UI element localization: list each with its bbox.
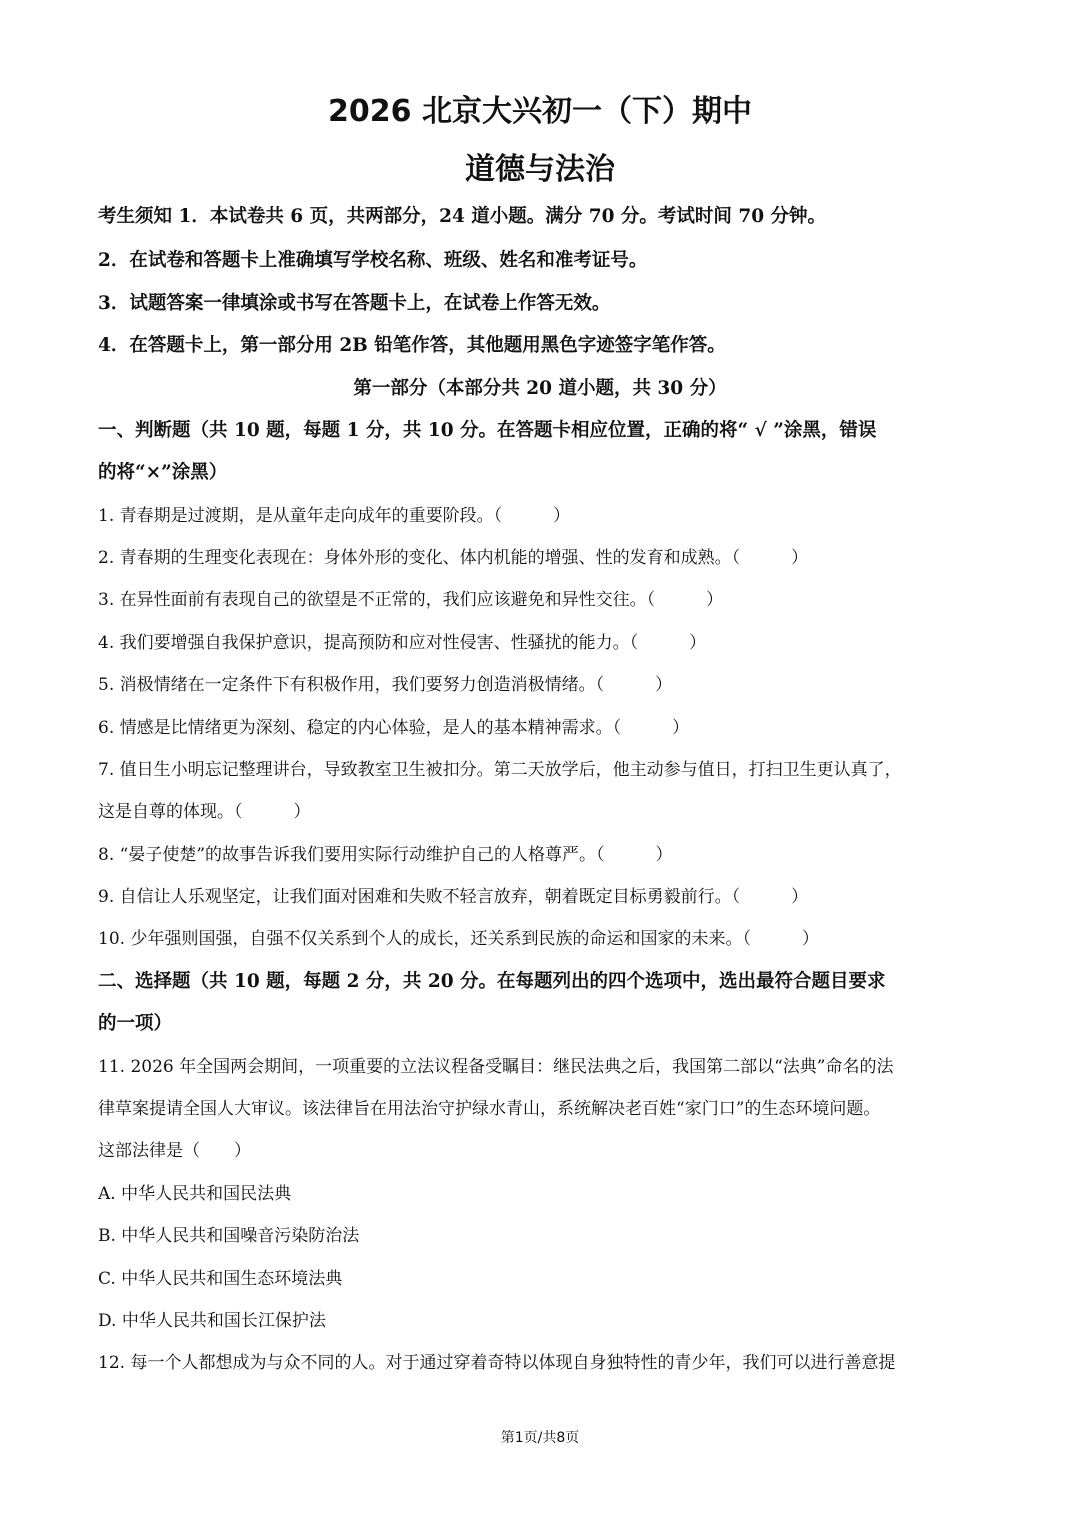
exam-title: 2026 北京大兴初一（下）期中 xyxy=(328,94,752,129)
question-line: 12. 每一个人都想成为与众不同的人。对于通过穿着奇特以体现自身独特性的青少年，我们可以进行善意提 xyxy=(98,1353,896,1373)
question-line: 这部法律是（ ） xyxy=(98,1141,251,1161)
question-line: 3. 在异性面前有表现自己的欲望是不正常的，我们应该避免和异性交往。（ ） xyxy=(98,590,724,610)
question-line: 7. 值日生小明忘记整理讲台，导致教室卫生被扣分。第二天放学后，他主动参与值日，打扫卫生更认真了， xyxy=(98,760,902,780)
section2-heading: 的一项） xyxy=(98,1013,173,1034)
section1-heading: 一、判断题（共 10 题，每题 1 分，共 10 分。在答题卡相应位置，正确的将“ √ ”涂黑，错误 xyxy=(98,420,877,441)
question-line: 4. 我们要增强自我保护意识，提高预防和应对性侵害、性骚扰的能力。（ ） xyxy=(98,633,707,653)
question-line: 5. 消极情绪在一定条件下有积极作用，我们要努力创造消极情绪。（ ） xyxy=(98,675,673,695)
option-line: C. 中华人民共和国生态环境法典 xyxy=(98,1269,343,1289)
option-line: A. 中华人民共和国民法典 xyxy=(98,1184,292,1204)
question-line: 9. 自信让人乐观坚定，让我们面对困难和失败不轻言放弃，朝着既定目标勇毅前行。（ ） xyxy=(98,887,809,907)
option-line: D. 中华人民共和国长江保护法 xyxy=(98,1311,326,1331)
question-line: 律草案提请全国人大审议。该法律旨在用法治守护绿水青山，系统解决老百姓“家门口”的生态环境问题。 xyxy=(98,1099,881,1119)
question-line: 2. 青春期的生理变化表现在：身体外形的变化、体内机能的增强、性的发育和成熟。（ ） xyxy=(98,548,809,568)
question-line: 6. 情感是比情绪更为深刻、稳定的内心体验，是人的基本精神需求。（ ） xyxy=(98,718,690,738)
question-line: 10. 少年强则国强，自强不仅关系到个人的成长，还关系到民族的命运和国家的未来。（ ） xyxy=(98,929,819,949)
section2-heading: 二、选择题（共 10 题，每题 2 分，共 20 分。在每题列出的四个选项中，选出最符合题目要求 xyxy=(98,971,886,992)
notice-line: 3．试题答案一律填涂或书写在答题卡上，在试卷上作答无效。 xyxy=(98,293,611,314)
question-line: 8. “晏子使楚”的故事告诉我们要用实际行动维护自己的人格尊严。（ ） xyxy=(98,845,673,865)
page-footer: 第1页/共8页 xyxy=(500,1430,580,1446)
notice-line: 2．在试卷和答题卡上准确填写学校名称、班级、姓名和准考证号。 xyxy=(98,250,648,271)
notice-line: 考生须知 1．本试卷共 6 页，共两部分，24 道小题。满分 70 分。考试时间 70 分钟。 xyxy=(98,206,827,227)
notice-line: 4．在答题卡上，第一部分用 2B 铅笔作答，其他题用黑色字迹签字笔作答。 xyxy=(98,335,726,356)
section1-heading: 的将“×”涂黑） xyxy=(98,462,228,483)
question-line: 这是自尊的体现。（ ） xyxy=(98,802,311,822)
part1-heading: 第一部分（本部分共 20 道小题，共 30 分） xyxy=(353,378,727,399)
question-line: 11. 2026 年全国两会期间，一项重要的立法议程备受瞩目：继民法典之后，我国第二部以“法典”命名的法 xyxy=(98,1057,894,1077)
question-line: 1. 青春期是过渡期，是从童年走向成年的重要阶段。（ ） xyxy=(98,506,571,526)
option-line: B. 中华人民共和国噪音污染防治法 xyxy=(98,1226,360,1246)
subject-title: 道德与法治 xyxy=(465,152,615,187)
